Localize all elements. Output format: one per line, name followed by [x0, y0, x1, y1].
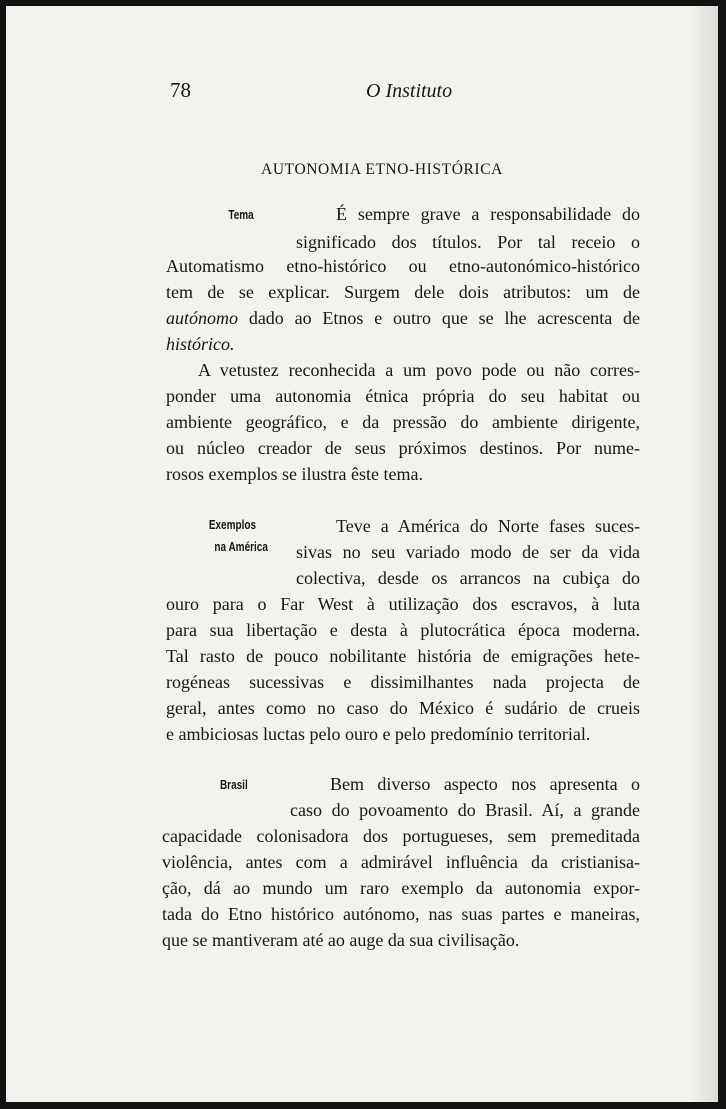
text-line: geral, antes como no caso do México é sudário de crueis	[166, 698, 640, 718]
section-title: AUTONOMIA ETNO-HISTÓRICA	[261, 161, 503, 178]
sidenote-exemplos: Exemplos	[208, 518, 256, 532]
text-line: ponder uma autonomia étnica própria do seu habitat ou	[166, 386, 640, 406]
text-line: ambiente geográfico, e da pressão do ambiente dirigente,	[166, 412, 640, 432]
text-line: rogéneas sucessivas e dissimilhantes nada projecta de	[166, 672, 640, 692]
sidenote-brasil: Brasil	[220, 778, 248, 792]
text-line: violência, antes com a admirável influência da cristianisa-	[162, 852, 640, 872]
text-line: colectiva, desde os arrancos na cubiça do	[296, 568, 640, 588]
text-line: É sempre grave a responsabilidade do	[336, 204, 640, 224]
sidenote-tema: Tema	[228, 208, 254, 222]
text-line: para sua libertação e desta à plutocrática época moderna.	[166, 620, 640, 640]
text-line: capacidade colonisadora dos portugueses, sem premeditada	[162, 826, 640, 846]
text-line: ouro para o Far West à utilização dos escravos, à luta	[166, 594, 640, 614]
text-line: que se mantiveram até ao auge da sua civilisação.	[162, 930, 520, 950]
text-line: Tal rasto de pouco nobilitante história de emigrações hete-	[166, 646, 640, 666]
text-line: tem de se explicar. Surgem dele dois atributos: um de	[166, 282, 640, 302]
text-line: e ambiciosas luctas pelo ouro e pelo predomínio territorial.	[166, 724, 591, 744]
text-line	[166, 334, 640, 362]
text-run: dado ao Etnos e outro que se lhe acrescenta de	[248, 308, 640, 328]
sidenote-na-america: na América	[214, 540, 268, 554]
text-line: rosos exemplos se ilustra êste tema.	[166, 464, 423, 484]
text-line: caso do povoamento do Brasil. Aí, a grande	[290, 800, 640, 820]
text-line	[166, 308, 640, 336]
text-line: tada do Etno histórico autónomo, nas suas partes e maneiras,	[162, 904, 640, 924]
text-line: Bem diverso aspecto nos apresenta o	[330, 774, 640, 794]
page-number: 78	[170, 78, 191, 102]
text-line: significado dos títulos. Por tal receio o	[296, 232, 640, 252]
text-line: Teve a América do Norte fases suces-	[336, 516, 640, 536]
text-line: ou núcleo creador de seus próximos destinos. Por nume-	[166, 438, 640, 458]
text-line: sivas no seu variado modo de ser da vida	[296, 542, 640, 562]
text-line: A vetustez reconhecida a um povo pode ou não corres-	[198, 360, 640, 380]
running-title: O Instituto	[366, 80, 453, 102]
text-line: ção, dá ao mundo um raro exemplo da autonomia expor-	[162, 878, 640, 898]
italic-term: histórico.	[166, 334, 235, 354]
book-page	[6, 6, 718, 1102]
running-head	[6, 78, 718, 108]
italic-term: autónomo	[166, 308, 238, 328]
text-line: Automatismo etno-histórico ou etno-autonómico-histórico	[166, 256, 640, 276]
